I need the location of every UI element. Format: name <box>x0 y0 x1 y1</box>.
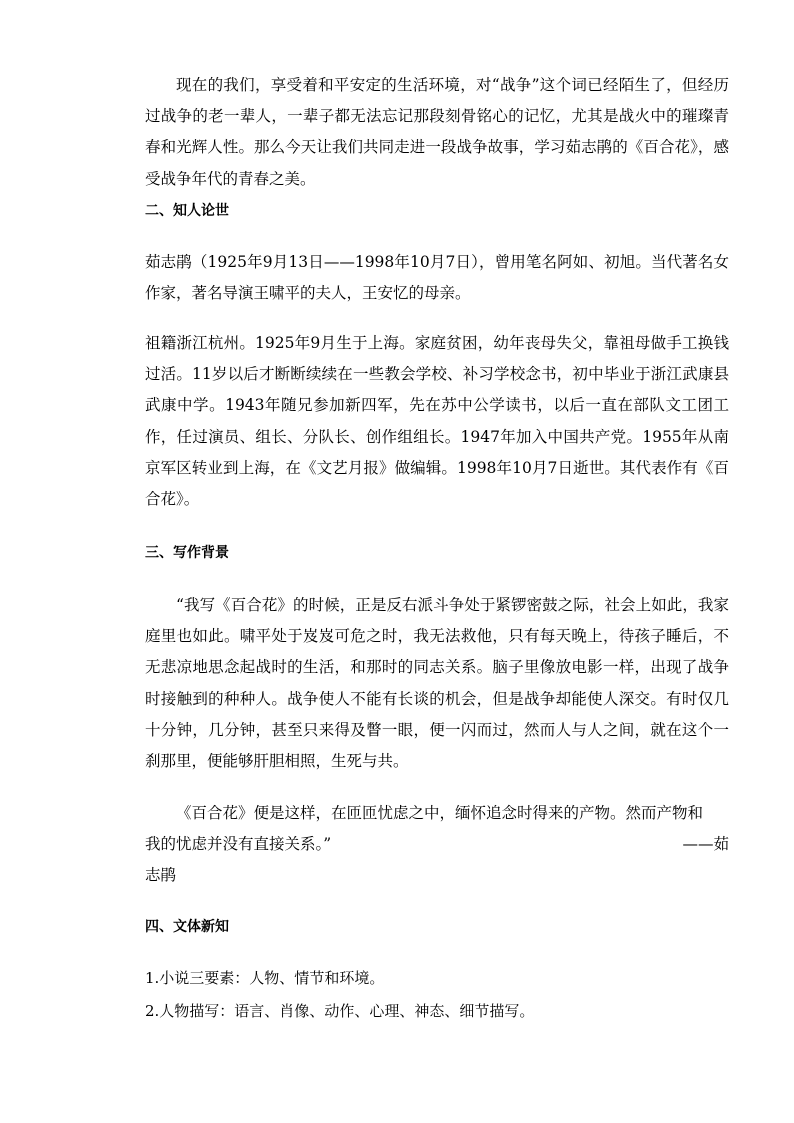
author-intro-paragraph: 茹志鹃（1925年9月13日——1998年10月7日），曾用笔名阿如、初旭。当代著名女作家，著名导演王啸平的夫人，王安忆的母亲。 <box>145 253 729 303</box>
quote-closing-text: 我的忧虑并没有直接关系。” <box>145 835 332 854</box>
list-item: 1.小说三要素：人物、情节和环境。 <box>145 969 385 987</box>
author-biography-paragraph: 祖籍浙江杭州。1925年9月生于上海。家庭贫困，幼年丧母失父，靠祖母做手工换钱过活。11岁以后才断断续续在一些教会学校、补习学校念书，初中毕业于浙江武康县武康中学。1943年随兄参加新四军，先在苏中公学读书，以后一直在部队文工团工作，任过演员、组长、分队长、创作组组长。1947年加入中国共产党。1955年从南京军区转业到上海，在《文艺月报》做编辑。1998年10月7日逝世。其代表作有《百合花》。 <box>145 334 729 509</box>
quote-attribution-dash: ——茹 <box>682 835 729 854</box>
section-heading-author-background: 二、知人论世 <box>145 203 229 219</box>
section-heading-genre-knowledge: 四、文体新知 <box>145 919 229 935</box>
intro-paragraph: 现在的我们，享受着和平安定的生活环境，对“战争”这个词已经陌生了，但经历过战争的老一辈人，一辈子都无法忘记那段刻骨铭心的记忆，尤其是战火中的璀璨青春和光辉人性。那么今天让我们共同走进一段战争故事，学习茹志鹃的《百合花》，感受战争年代的青春之美。 <box>145 76 729 188</box>
quote-closing-line-1: 《百合花》便是这样，在匝匝忧虑之中，缅怀追念时得来的产物。然而产物和 <box>176 804 704 822</box>
list-item: 2.人物描写：语言、肖像、动作、心理、神态、细节描写。 <box>145 1002 535 1020</box>
section-heading-writing-background: 三、写作背景 <box>145 545 229 561</box>
author-quote-paragraph: “我写《百合花》的时候，正是反右派斗争处于紧锣密鼓之际，社会上如此，我家庭里也如此。啸平处于岌岌可危之时，我无法救他，只有每天晚上，待孩子睡后，不无悲凉地思念起战时的生活，和那时的同志关系。脑子里像放电影一样，出现了战争时接触到的种种人。战争使人不能有长谈的机会，但是战争却能使人深交。有时仅几十分钟，几分钟，甚至只来得及瞥一眼，便一闪而过，然而人与人之间，就在这个一刹那里，便能够肝胆相照，生死与共。 <box>145 596 729 771</box>
quote-attribution-name: 志鹃 <box>145 866 177 885</box>
genre-knowledge-list <box>145 967 729 1022</box>
author-quote-closing <box>145 798 729 892</box>
quote-closing-line-2 <box>145 829 729 860</box>
